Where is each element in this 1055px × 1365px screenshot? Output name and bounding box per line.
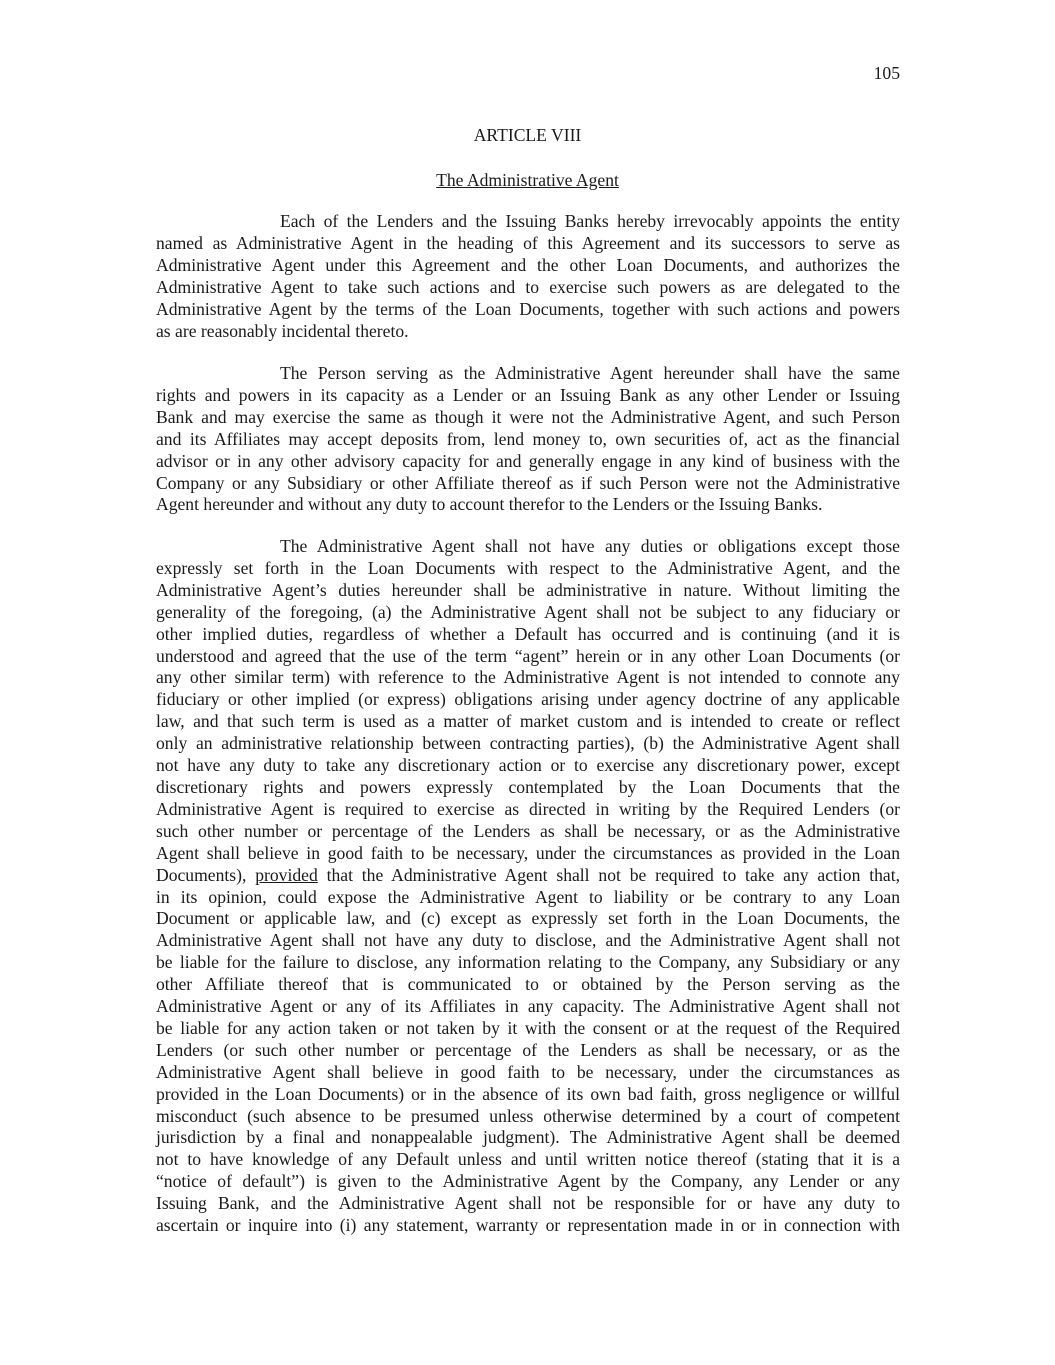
paragraph-line: Administrative Agent by the terms of the Loan Documents, together with such actions and powers bbox=[156, 298, 900, 319]
paragraph-line: not to have knowledge of any Default unless and until written notice thereof (stating that it is a bbox=[156, 1149, 900, 1170]
paragraph-line: in its opinion, could expose the Administrative Agent to liability or be contrary to any Loan bbox=[156, 886, 900, 907]
paragraph-line: law, and that such term is used as a matter of market custom and is intended to create or reflect bbox=[156, 711, 900, 732]
paragraph-line: as are reasonably incidental thereto. bbox=[156, 320, 409, 341]
line-prefix: Documents), bbox=[156, 864, 256, 885]
underlined-term-provided: provided bbox=[255, 864, 318, 885]
section-title: The Administrative Agent bbox=[436, 170, 619, 190]
paragraph-line: misconduct (such absence to be presumed unless otherwise determined by a court of competent bbox=[156, 1105, 900, 1126]
paragraph-line: only an administrative relationship between contracting parties), (b) the Administrative Agent shall bbox=[156, 733, 900, 754]
paragraph-rights-and-powers bbox=[156, 363, 900, 516]
paragraph-line: such other number or percentage of the Lenders as shall be necessary, or as the Administrative bbox=[156, 820, 900, 841]
paragraph-line: and its Affiliates may accept deposits from, lend money to, own securities of, act as the financial bbox=[156, 428, 900, 449]
paragraph-line: Administrative Agent to take such actions and to exercise such powers as are delegated to the bbox=[156, 276, 900, 297]
paragraph-line: Issuing Bank, and the Administrative Agent shall not be responsible for or have any duty to bbox=[156, 1193, 900, 1214]
paragraph-line: provided in the Loan Documents) or in the absence of its own bad faith, gross negligence or willful bbox=[156, 1083, 900, 1104]
paragraph-line: discretionary rights and powers expressly contemplated by the Loan Documents that the bbox=[156, 776, 900, 797]
paragraph-line: other implied duties, regardless of whether a Default has occurred and is continuing (and it is bbox=[156, 623, 900, 644]
paragraph-line: Administrative Agent is required to exercise as directed in writing by the Required Lenders (or bbox=[156, 798, 900, 819]
paragraph-line: The Person serving as the Administrative Agent hereunder shall have the same bbox=[280, 363, 900, 383]
paragraph-line: Each of the Lenders and the Issuing Banks hereby irrevocably appoints the entity bbox=[280, 211, 900, 231]
paragraph-line: Agent hereunder and without any duty to account therefor to the Lenders or the Issuing Banks. bbox=[156, 494, 823, 515]
paragraph-line: be liable for any action taken or not taken by it with the consent or at the request of the Required bbox=[156, 1017, 900, 1038]
paragraph-line-with-provided bbox=[156, 865, 900, 887]
paragraph-line: Agent shall believe in good faith to be necessary, under the circumstances as provided in the Loan bbox=[156, 842, 900, 863]
paragraph-line: be liable for the failure to disclose, any information relating to the Company, any Subsidiary or any bbox=[156, 952, 900, 973]
paragraph-line: named as Administrative Agent in the heading of this Agreement and its successors to serve as bbox=[156, 232, 900, 253]
paragraph-line: “notice of default”) is given to the Administrative Agent by the Company, any Lender or any bbox=[156, 1171, 900, 1192]
paragraph-line: Administrative Agent under this Agreement and the other Loan Documents, and authorizes the bbox=[156, 254, 900, 275]
paragraph-duties bbox=[156, 536, 900, 1237]
paragraph-line: rights and powers in its capacity as a Lender or an Issuing Bank as any other Lender or Issuing bbox=[156, 384, 900, 405]
paragraph-line: jurisdiction by a final and nonappealable judgment). The Administrative Agent shall be deemed bbox=[156, 1127, 900, 1148]
paragraph-line: generality of the foregoing, (a) the Administrative Agent shall not be subject to any fiduciary or bbox=[156, 601, 900, 622]
paragraph-line: advisor or in any other advisory capacity for and generally engage in any kind of business with the bbox=[156, 450, 900, 471]
paragraph-line: other Affiliate thereof that is communicated to or obtained by the Person serving as the bbox=[156, 974, 900, 995]
paragraph-line: Administrative Agent or any of its Affiliates in any capacity. The Administrative Agent shall not bbox=[156, 996, 900, 1017]
paragraph-line: Administrative Agent’s duties hereunder shall be administrative in nature. Without limiting the bbox=[156, 579, 900, 600]
paragraph-line: Company or any Subsidiary or other Affiliate thereof as if such Person were not the Administrative bbox=[156, 472, 900, 493]
page-number: 105 bbox=[873, 63, 900, 83]
paragraph-line: not have any duty to take any discretionary action or to exercise any discretionary power, except bbox=[156, 755, 900, 776]
paragraph-line: Bank and may exercise the same as though it were not the Administrative Agent, and such Person bbox=[156, 406, 900, 427]
paragraph-line: Administrative Agent shall believe in good faith to be necessary, under the circumstances as bbox=[156, 1061, 900, 1082]
paragraph-line: The Administrative Agent shall not have any duties or obligations except those bbox=[280, 536, 900, 556]
line-suffix: that the Administrative Agent shall not be required to take any action that, bbox=[317, 864, 900, 885]
paragraph-appointment bbox=[156, 211, 900, 342]
paragraph-line: understood and agreed that the use of the term “agent” herein or in any other Loan Documents (or bbox=[156, 645, 900, 666]
paragraph-line: Administrative Agent shall not have any duty to disclose, and the Administrative Agent shall not bbox=[156, 930, 900, 951]
paragraph-line: ascertain or inquire into (i) any statement, warranty or representation made in or in connection with bbox=[156, 1215, 900, 1236]
paragraph-line: Lenders (or such other number or percentage of the Lenders as shall be necessary, or as the bbox=[156, 1039, 900, 1060]
paragraph-line: fiduciary or other implied (or express) obligations arising under agency doctrine of any applicable bbox=[156, 689, 900, 710]
paragraph-line: Document or applicable law, and (c) except as expressly set forth in the Loan Documents, the bbox=[156, 908, 900, 929]
paragraph-line: any other similar term) with reference to the Administrative Agent is not intended to connote any bbox=[156, 667, 900, 688]
article-heading: ARTICLE VIII bbox=[473, 125, 582, 145]
paragraph-line: expressly set forth in the Loan Documents with respect to the Administrative Agent, and the bbox=[156, 557, 900, 578]
